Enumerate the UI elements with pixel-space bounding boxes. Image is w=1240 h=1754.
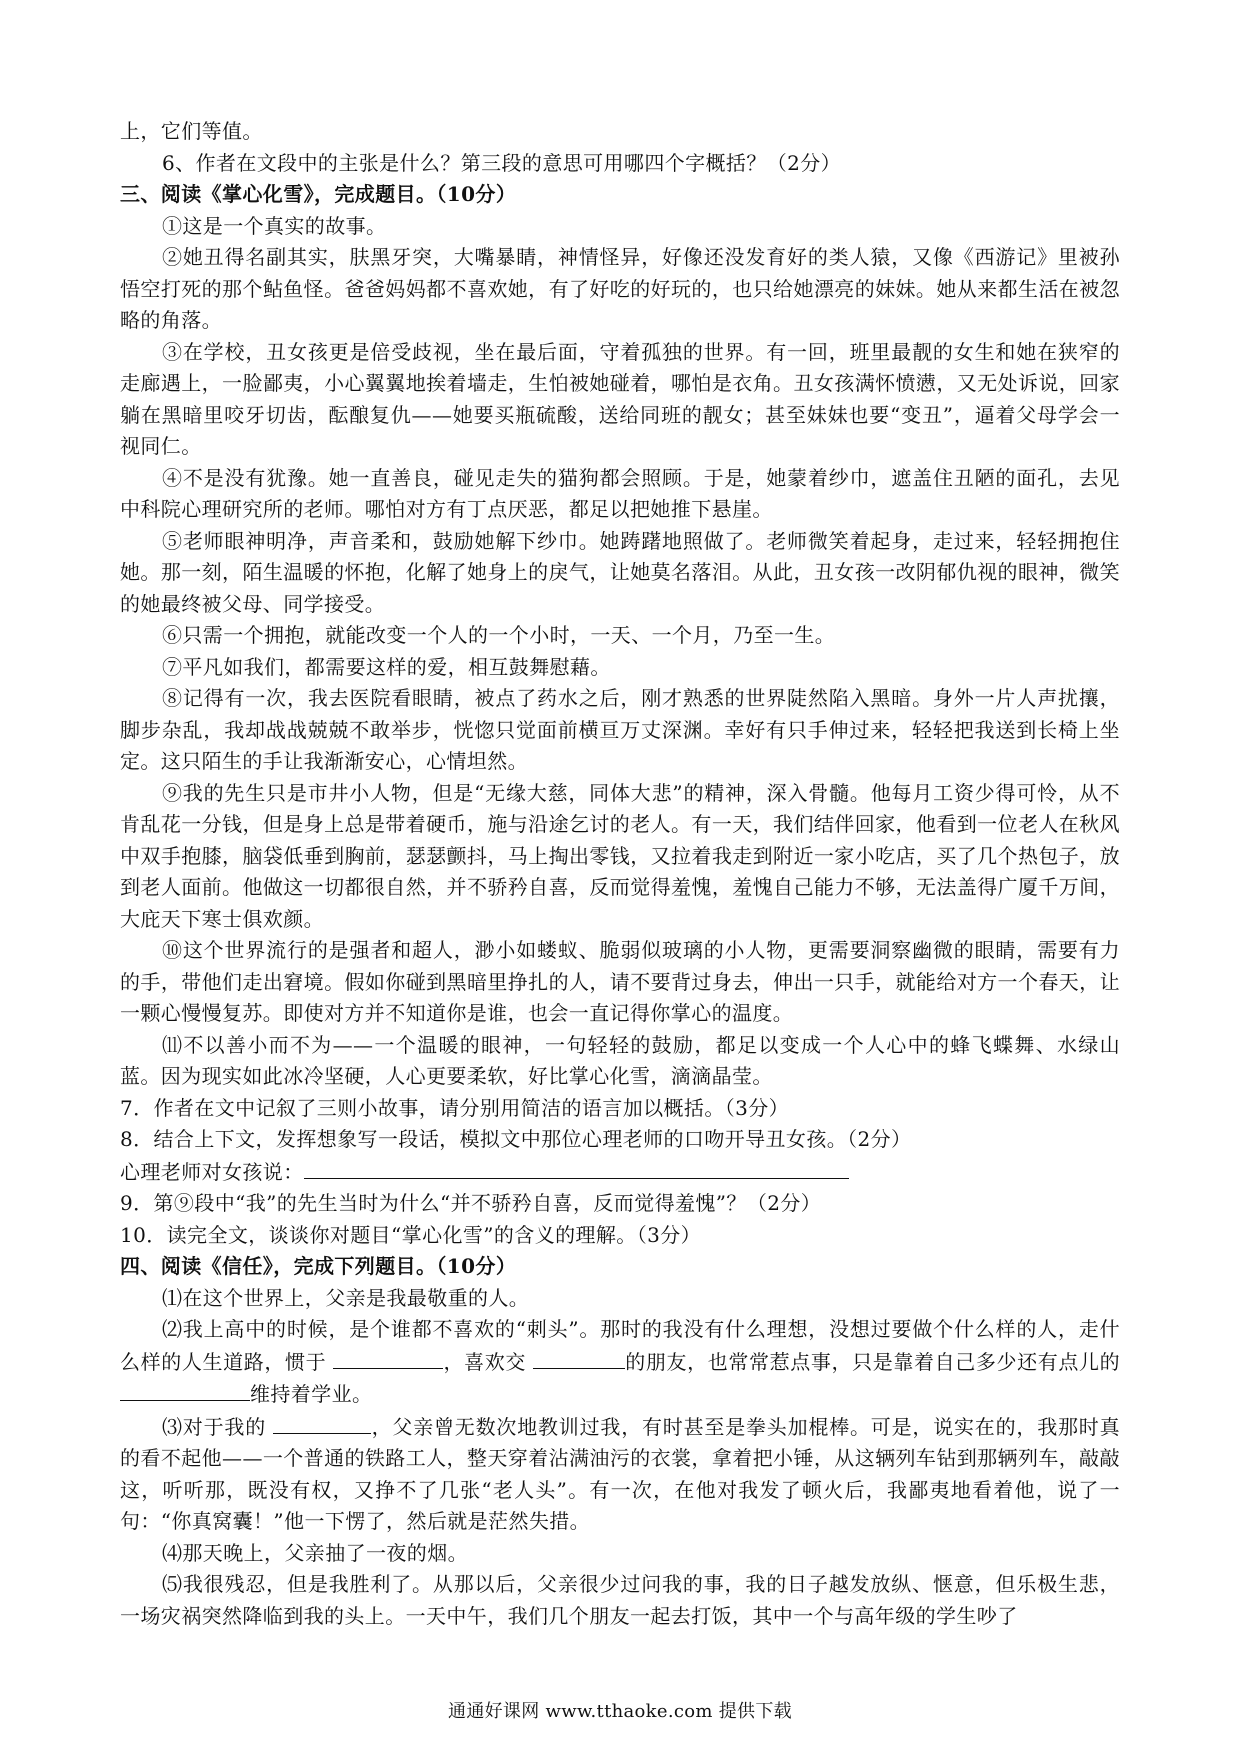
question-7: 7．作者在文中记叙了三则小故事，请分别用简洁的语言加以概括。（3分） xyxy=(120,1095,790,1120)
passage-paragraph-11: ⑾不以善小而不为——一个温暖的眼神，一句轻轻的鼓励，都足以变成一个人心中的蜂飞蝶舞、水绿山蓝。因为现实如此冰冷坚硬，人心更要柔软，好比掌心化雪，滴滴晶莹。 xyxy=(120,1032,1120,1088)
passage-paragraph-4: ④不是没有犹豫。她一直善良，碰见走失的猫狗都会照顾。于是，她蒙着纱巾，遮盖住丑陋的面孔，去见中科院心理研究所的老师。哪怕对方有丁点厌恶，都足以把她推下悬崖。 xyxy=(120,465,1120,521)
fill-blank-1[interactable] xyxy=(333,1346,443,1369)
text-run: ⑵我上高中的时候，是个谁都不喜欢的“刺头”。那时的我没有什么理想，没想过要做个什么样的人，走什么样的人生道路，惯于 xyxy=(120,1317,1120,1374)
document-body xyxy=(120,116,1120,1632)
passage-paragraph-3: ③在学校，丑女孩更是倍受歧视，坐在最后面，守着孤独的世界。有一回，班里最靓的女生和她在狭窄的走廊遇上，一脸鄙夷，小心翼翼地挨着墙走，生怕被她碰着，哪怕是衣角。丑女孩满怀愤懑，又无处诉说，回家躺在黑暗里咬牙切齿，酝酿复仇——她要买瓶硫酸，送给同班的靓女；甚至妹妹也要“变丑”，逼着父母学会一视同仁。 xyxy=(120,339,1120,458)
passage-paragraph-8: ⑧记得有一次，我去医院看眼睛，被点了药水之后，刚才熟悉的世界陡然陷入黑暗。身外一片人声扰攘，脚步杂乱，我却战战兢兢不敢举步，恍惚只觉面前横亘万丈深渊。幸好有只手伸过来，轻轻把我送到长椅上坐定。这只陌生的手让我渐渐安心，心情坦然。 xyxy=(120,686,1120,773)
question-8-answer-line xyxy=(120,1156,1120,1189)
fill-blank-3[interactable] xyxy=(120,1378,250,1401)
text-run: ，喜欢交 xyxy=(443,1349,526,1374)
reading-paragraph-1: ⑴在这个世界上，父亲是我最敬重的人。 xyxy=(162,1285,530,1310)
passage-paragraph-9: ⑨我的先生只是市井小人物，但是“无缘大慈，同体大悲”的精神，深入骨髓。他每月工资少得可怜，从不肯乱花一分钱，但是身上总是带着硬币，施与沿途乞讨的老人。有一天，我们结伴回家，他看到一位老人在秋风中双手抱膝，脑袋低垂到胸前，瑟瑟颤抖，马上掏出零钱，又拉着我走到附近一家小吃店，买了几个热包子，放到老人面前。他做这一切都很自然，并不骄矜自喜，反而觉得羞愧，羞愧自己能力不够，无法盖得广厦千万间，大庇天下寒士俱欢颜。 xyxy=(120,780,1120,931)
reading-paragraph-3 xyxy=(120,1411,1120,1538)
reading-paragraph-2 xyxy=(120,1314,1120,1411)
answer-label: 心理老师对女孩说： xyxy=(120,1159,304,1184)
question-9: 9．第⑨段中“我”的先生当时为什么“并不骄矜自喜，反而觉得羞愧”？（2分） xyxy=(120,1191,822,1215)
fill-blank-2[interactable] xyxy=(533,1346,625,1369)
passage-paragraph-2: ②她丑得名副其实，肤黑牙突，大嘴暴睛，神情怪异，好像还没发育好的类人猿，又像《西游记》里被孙悟空打死的那个鲇鱼怪。爸爸妈妈都不喜欢她，有了好吃的好玩的，也只给她漂亮的妹妹。她从来都生活在被忽略的角落。 xyxy=(120,245,1120,332)
paragraph-continuation: 上，它们等值。 xyxy=(120,119,263,143)
fill-blank-4[interactable] xyxy=(273,1411,371,1434)
text-run: ⑶对于我的 xyxy=(162,1414,267,1439)
question-6: 6、作者在文段中的主张是什么？第三段的意思可用哪四个字概括？（2分） xyxy=(162,150,842,175)
page-footer: 通通好课网 www.tthaoke.com 提供下载 xyxy=(448,1701,792,1722)
question-10: 10．读完全文，谈谈你对题目“掌心化雪”的含义的理解。（3分） xyxy=(120,1222,702,1247)
section-3-heading: 三、阅读《掌心化雪》，完成题目。（10分） xyxy=(120,182,517,206)
question-8: 8．结合上下文，发挥想象写一段话，模拟文中那位心理老师的口吻开导丑女孩。（2分） xyxy=(120,1127,912,1151)
text-run: 维持着学业。 xyxy=(250,1382,373,1406)
reading-paragraph-5: ⑸我很残忍，但是我胜利了。从那以后，父亲很少过问我的事，我的日子越发放纵、惬意，但乐极生悲，一场灾祸突然降临到我的头上。一天中午，我们几个朋友一起去打饭，其中一个与高年级的学生吵了 xyxy=(120,1572,1120,1628)
passage-paragraph-1: ①这是一个真实的故事。 xyxy=(162,213,387,238)
text-run: 的朋友，也常常惹点事，只是靠着自己多少还有点儿的 xyxy=(624,1349,1120,1374)
text-run: ，父亲曾无数次地教训过我，有时甚至是拳头加棍棒。可是，说实在的，我那时真的看不起他——一个普通的铁路工人，整天穿着沾满油污的衣裳，拿着把小锤，从这辆列车钻到那辆列车，敲敲这，听听那，既没有权，又挣不了几张“老人头”。有一次，在他对我发了顿火后，我鄙夷地看着他，说了一句：“你真窝囊！”他一下愣了，然后就是茫然失措。 xyxy=(120,1414,1121,1533)
passage-paragraph-5: ⑤老师眼神明净，声音柔和，鼓励她解下纱巾。她踌躇地照做了。老师微笑着起身，走过来，轻轻拥抱住她。那一刻，陌生温暖的怀抱，化解了她身上的戾气，让她莫名落泪。从此，丑女孩一改阴郁仇视的眼神，微笑的她最终被父母、同学接受。 xyxy=(120,528,1120,616)
reading-paragraph-4: ⑷那天晚上，父亲抽了一夜的烟。 xyxy=(162,1540,468,1565)
passage-paragraph-6: ⑥只需一个拥抱，就能改变一个人的一个小时，一天、一个月，乃至一生。 xyxy=(162,623,836,647)
answer-blank[interactable] xyxy=(304,1156,849,1179)
section-4-heading: 四、阅读《信任》，完成下列题目。（10分） xyxy=(120,1254,517,1278)
passage-paragraph-7: ⑦平凡如我们，都需要这样的爱，相互鼓舞慰藉。 xyxy=(162,654,611,679)
passage-paragraph-10: ⑩这个世界流行的是强者和超人，渺小如蝼蚁、脆弱似玻璃的小人物，更需要洞察幽微的眼睛，需要有力的手，带他们走出窘境。假如你碰到黑暗里挣扎的人，请不要背过身去，伸出一只手，就能给对方一个春天，让一颗心慢慢复苏。即使对方并不知道你是谁，也会一直记得你掌心的温度。 xyxy=(120,938,1120,1025)
